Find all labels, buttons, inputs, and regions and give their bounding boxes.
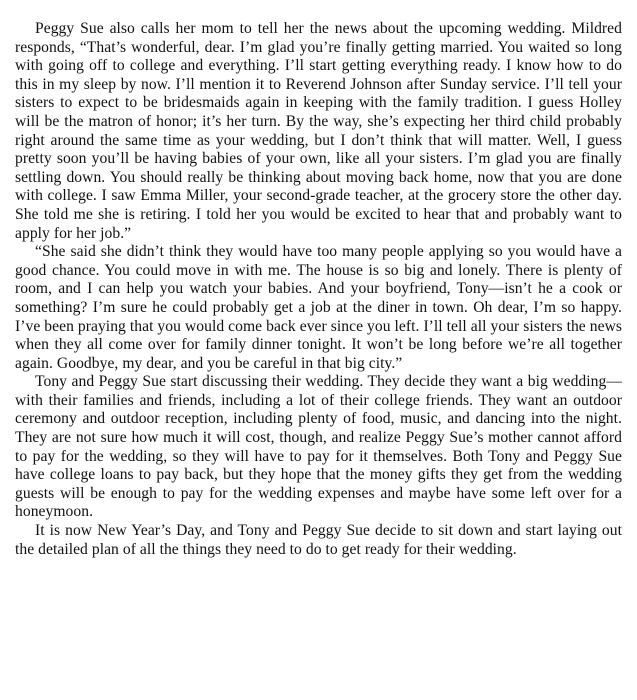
document-page (15, 20, 622, 559)
paragraph-mildred-responds: Peggy Sue also calls her mom to tell her the news about the upcoming wedding. Mildred responds, “That’s wonderful, dear. I’m glad you’re finally getting married. You waited so long with going off to college and everything. I’ll start getting everything ready. I know how to do this in my sleep by now. I’ll mention it to Reverend Johnson after Sunday service. I’ll tell your sisters to expect to be bridesmaids again in keeping with the family tradition. I guess Holley will be the matron of honor; it’s her turn. By the way, she’s expecting her third child probably right around the same time as your wedding, but I don’t think that will matter. Well, I guess pretty soon you’ll be having babies of your own, like all your sisters. I’m glad you are finally settling down. You should really be thinking about moving back home, now that you are done with college. I saw Emma Miller, your second-grade teacher, at the grocery store the other day. She told me she is retiring. I told her you would be excited to hear that and probably want to apply for her job.” (15, 20, 622, 242)
paragraph-new-years-day: It is now New Year’s Day, and Tony and Peggy Sue decide to sit down and start laying out the detailed plan of all the things they need to do to get ready for their wedding. (15, 522, 622, 558)
paragraph-mildred-continues: “She said she didn’t think they would have too many people applying so you would have a good chance. You could move in with me. The house is so big and lonely. There is plenty of room, and I can help you watch your babies. And your boyfriend, Tony—isn’t he a cook or something? I’m sure he could probably get a job at the diner in town. Oh dear, I’m so happy. I’ve been praying that you would come back ever since you left. I’ll tell all your sisters the news when they all come over for family dinner tonight. It won’t be long before we’re all together again. Goodbye, my dear, and you be careful in that big city.” (15, 243, 622, 372)
paragraph-wedding-discussion: Tony and Peggy Sue start discussing their wedding. They decide they want a big wedding—with their families and friends, including a lot of their college friends. They want an outdoor ceremony and outdoor reception, including plenty of food, music, and dancing into the night. They are not sure how much it will cost, though, and realize Peggy Sue’s mother cannot afford to pay for the wedding, so they will have to pay for it themselves. Both Tony and Peggy Sue have college loans to pay back, but they hope that the money gifts they get from the wedding guests will be enough to pay for the wedding expenses and maybe have some left over for a honeymoon. (15, 373, 622, 521)
